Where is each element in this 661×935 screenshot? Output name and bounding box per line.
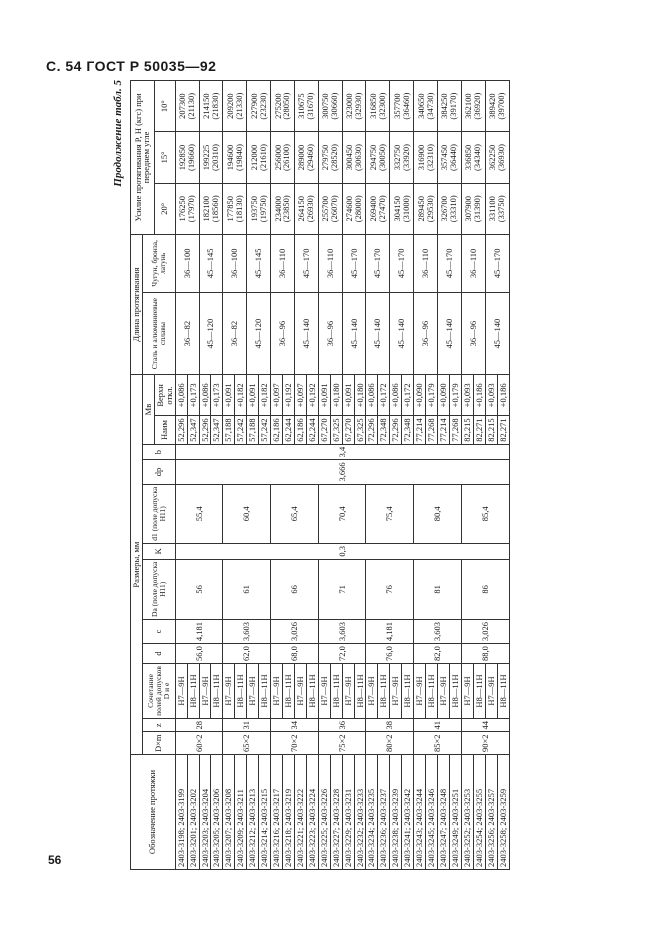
- cell-f10: 275200 (28050): [271, 81, 295, 132]
- cell-fit: H7—9H: [199, 663, 211, 718]
- col-force: Усилие протягивания P, Н (кгс) при переднем угле: [131, 81, 155, 235]
- cell-Mb-nom: 72,296: [366, 416, 378, 444]
- cell-Mb-nom: 77,214: [437, 416, 449, 444]
- cell-f20: 193750 (19750): [247, 183, 271, 234]
- cell-Da: 66: [271, 559, 319, 619]
- col-K: K: [142, 544, 175, 560]
- cell-designation: 2403-3249; 2403-3251: [449, 755, 461, 870]
- cell-len-iron: 45—170: [485, 234, 509, 292]
- cell-len-steel: 45—140: [342, 292, 366, 374]
- cell-len-steel: 36—82: [223, 292, 247, 374]
- cell-designation: 2403-3232; 2403-3233: [354, 755, 366, 870]
- cell-dxm: 65×2: [223, 732, 271, 755]
- cell-Mb-dev: +0,091: [318, 375, 330, 416]
- cell-c: 3,603: [223, 619, 271, 643]
- cell-len-steel: 45—140: [366, 292, 390, 374]
- cell-z: 34: [271, 718, 319, 732]
- cell-Mb-nom: 72,296: [390, 416, 402, 444]
- cell-Mb-dev: +0,182: [259, 375, 271, 416]
- page-number: 56: [48, 853, 62, 867]
- cell-Mb-nom: 82,215: [461, 416, 473, 444]
- cell-Mb-dev: +0,173: [187, 375, 199, 416]
- cell-f20: 177850 (18130): [223, 183, 247, 234]
- cell-fit: H8—11H: [449, 663, 461, 718]
- cell-Mb-nom: 52,347: [211, 416, 223, 444]
- cell-len-iron: 36—100: [175, 234, 199, 292]
- cell-Mb-dev: +0,180: [330, 375, 342, 416]
- cell-designation: 2403-3198; 2403-3199: [175, 755, 187, 870]
- cell-f10: 207300 (21130): [175, 81, 199, 132]
- cell-d1: 65,4: [271, 484, 319, 544]
- cell-Mb-dev: +0,097: [294, 375, 306, 416]
- cell-fit: H8—11H: [259, 663, 271, 718]
- cell-Mb-nom: 67,325: [330, 416, 342, 444]
- cell-fit: H7—9H: [294, 663, 306, 718]
- cell-fit: H7—9H: [485, 663, 497, 718]
- cell-designation: 2403-3223; 2403-3224: [306, 755, 318, 870]
- table-row: [175, 81, 187, 870]
- cell-designation: 2403-3229; 2403-3231: [342, 755, 354, 870]
- cell-Da: 61: [223, 559, 271, 619]
- cell-designation: 2403-3214; 2403-3215: [259, 755, 271, 870]
- cell-f10: 389420 (39700): [485, 81, 509, 132]
- cell-designation: 2403-3216; 2403-3217: [271, 755, 283, 870]
- col-f10: 10°: [154, 81, 175, 132]
- col-fit: Сочетание полей допусков D и e: [142, 663, 175, 718]
- cell-fit: H8—11H: [211, 663, 223, 718]
- col-len-steel: Сталь и алюминиевые сплавы: [142, 292, 175, 374]
- cell-Mb-dev: +0,093: [461, 375, 473, 416]
- cell-fit: H7—9H: [175, 663, 187, 718]
- cell-len-iron: 45—170: [342, 234, 366, 292]
- cell-f20: 255700 (26070): [318, 183, 342, 234]
- cell-Mb-nom: 82,271: [497, 416, 509, 444]
- cell-designation: 2403-3201; 2403-3202: [187, 755, 199, 870]
- cell-fit: H7—9H: [461, 663, 473, 718]
- cell-Mb-nom: 57,242: [235, 416, 247, 444]
- cell-Mb-nom: 52,296: [175, 416, 187, 444]
- cell-len-iron: 45—170: [390, 234, 414, 292]
- cell-Mb-nom: 52,296: [199, 416, 211, 444]
- cell-len-iron: 45—170: [366, 234, 390, 292]
- cell-f20: 264150 (26930): [294, 183, 318, 234]
- col-group-sizes: Размеры, мм: [131, 375, 143, 755]
- cell-fit: H7—9H: [271, 663, 283, 718]
- cell-Mb-nom: 67,270: [342, 416, 354, 444]
- cell-d1: 75,4: [366, 484, 414, 544]
- cell-fit: H7—9H: [437, 663, 449, 718]
- cell-len-iron: 45—170: [294, 234, 318, 292]
- cell-designation: 2403-3245; 2403-3246: [426, 755, 438, 870]
- cell-Mb-nom: 62,186: [294, 416, 306, 444]
- cell-f10: 362100 (36920): [461, 81, 485, 132]
- cell-designation: 2403-3212; 2403-3213: [247, 755, 259, 870]
- cell-d: 72,0: [318, 644, 366, 664]
- cell-f15: 294750 (30050): [366, 132, 390, 183]
- cell-c: 3,026: [271, 619, 319, 643]
- cell-len-steel: 36—96: [414, 292, 438, 374]
- cell-designation: 2403-3227; 2403-3228: [330, 755, 342, 870]
- cell-f10: 300750 (30660): [318, 81, 342, 132]
- cell-len-steel: 45—140: [390, 292, 414, 374]
- cell-Mb-nom: 62,244: [306, 416, 318, 444]
- cell-len-steel: 36—96: [318, 292, 342, 374]
- col-dp: dp: [142, 460, 175, 484]
- cell-dxm: 90×2: [461, 732, 509, 755]
- cell-fit: H7—9H: [223, 663, 235, 718]
- cell-z: 44: [461, 718, 509, 732]
- cell-d1: 85,4: [461, 484, 509, 544]
- cell-Mb-nom: 82,271: [473, 416, 485, 444]
- cell-fit: H7—9H: [366, 663, 378, 718]
- cell-z: 41: [414, 718, 462, 732]
- cell-c: 3,603: [414, 619, 462, 643]
- cell-f15: 194600 (19840): [223, 132, 247, 183]
- cell-len-steel: 45—120: [199, 292, 223, 374]
- cell-fit: H8—11H: [354, 663, 366, 718]
- cell-designation: 2403-3243; 2403-3244: [414, 755, 426, 870]
- col-Da: Da (поле допуска H11): [142, 559, 175, 619]
- cell-fit: H7—9H: [318, 663, 330, 718]
- cell-Mb-nom: 57,242: [259, 416, 271, 444]
- cell-f15: 256000 (26100): [271, 132, 295, 183]
- rotated-table-container: [112, 80, 602, 870]
- cell-Da: 76: [366, 559, 414, 619]
- cell-Mb-dev: +0,086: [175, 375, 187, 416]
- cell-f10: 340650 (34730): [414, 81, 438, 132]
- cell-designation: 2403-3221; 2403-3222: [294, 755, 306, 870]
- cell-f15: 357450 (36440): [437, 132, 461, 183]
- cell-f15: 332750 (33920): [390, 132, 414, 183]
- cell-d1: 60,4: [223, 484, 271, 544]
- cell-d: 88,0: [461, 644, 509, 664]
- col-Mb-dev: Верхн откл.: [154, 375, 175, 416]
- col-d: d: [142, 644, 175, 664]
- cell-d: 68,0: [271, 644, 319, 664]
- cell-f15: 199225 (20310): [199, 132, 223, 183]
- cell-Mb-dev: +0,086: [390, 375, 402, 416]
- cell-designation: 2403-3247; 2403-3248: [437, 755, 449, 870]
- cell-c: 4,181: [175, 619, 223, 643]
- cell-d: 62,0: [223, 644, 271, 664]
- cell-designation: 2403-3218; 2403-3219: [282, 755, 294, 870]
- cell-Mb-dev: +0,091: [223, 375, 235, 416]
- cell-Da: 86: [461, 559, 509, 619]
- cell-c: 3,026: [461, 619, 509, 643]
- cell-Mb-dev: +0,097: [271, 375, 283, 416]
- cell-designation: 2403-3238; 2403-3239: [390, 755, 402, 870]
- cell-z: 38: [366, 718, 414, 732]
- cell-f15: 192850 (19660): [175, 132, 199, 183]
- cell-Mb-dev: +0,090: [414, 375, 426, 416]
- cell-Mb-nom: 52,347: [187, 416, 199, 444]
- cell-len-iron: 45—145: [199, 234, 223, 292]
- cell-z: 31: [223, 718, 271, 732]
- cell-f20: 234000 (23850): [271, 183, 295, 234]
- cell-len-iron: 36—110: [318, 234, 342, 292]
- cell-f10: 310675 (31670): [294, 81, 318, 132]
- cell-designation: 2403-3207; 2403-3208: [223, 755, 235, 870]
- cell-fit: H7—9H: [247, 663, 259, 718]
- cell-f15: 316900 (32310): [414, 132, 438, 183]
- cell-Mb-dev: +0,090: [437, 375, 449, 416]
- cell-Mb-dev: +0,172: [402, 375, 414, 416]
- dimensions-table: [130, 80, 510, 870]
- cell-Mb-dev: +0,186: [497, 375, 509, 416]
- cell-f20: 176250 (17970): [175, 183, 199, 234]
- cell-d: 76,0: [366, 644, 414, 664]
- cell-c: 3,603: [318, 619, 366, 643]
- cell-Mb-nom: 77,268: [449, 416, 461, 444]
- cell-len-iron: 36—100: [223, 234, 247, 292]
- cell-f15: 362250 (36930): [485, 132, 509, 183]
- cell-Da: 71: [318, 559, 366, 619]
- cell-f15: 289000 (29460): [294, 132, 318, 183]
- cell-Mb-dev: +0,091: [247, 375, 259, 416]
- cell-f20: 304150 (31000): [390, 183, 414, 234]
- col-dxm: D×m: [142, 732, 175, 755]
- cell-len-iron: 36—110: [271, 234, 295, 292]
- col-b: b: [142, 444, 175, 460]
- cell-Mb-nom: 72,348: [402, 416, 414, 444]
- cell-z: 36: [318, 718, 366, 732]
- cell-dxm: 75×2: [318, 732, 366, 755]
- cell-len-steel: 36—96: [461, 292, 485, 374]
- cell-Mb-nom: 67,325: [354, 416, 366, 444]
- cell-dxm: 60×2: [175, 732, 223, 755]
- cell-f10: 214150 (21830): [199, 81, 223, 132]
- cell-f20: 274600 (28000): [342, 183, 366, 234]
- cell-Mb-nom: 62,186: [271, 416, 283, 444]
- page-header: С. 54 ГОСТ Р 50035—92: [46, 58, 217, 74]
- cell-designation: 2403-3234; 2403-3235: [366, 755, 378, 870]
- cell-fit: H8—11H: [402, 663, 414, 718]
- cell-f15: 300450 (30630): [342, 132, 366, 183]
- cell-fit: H8—11H: [426, 663, 438, 718]
- cell-f20: 326700 (33310): [437, 183, 461, 234]
- cell-designation: 2403-3236; 2403-3237: [378, 755, 390, 870]
- cell-Mb-dev: +0,179: [426, 375, 438, 416]
- cell-Mb-dev: +0,180: [354, 375, 366, 416]
- cell-f10: 323000 (32930): [342, 81, 366, 132]
- cell-d1: 70,4: [318, 484, 366, 544]
- cell-f10: 227900 (23230): [247, 81, 271, 132]
- col-c: c: [142, 619, 175, 643]
- cell-f10: 316850 (32300): [366, 81, 390, 132]
- cell-fit: H8—11H: [187, 663, 199, 718]
- cell-designation: 2403-3256; 2403-3257: [485, 755, 497, 870]
- cell-designation: 2403-3258; 2403-3259: [497, 755, 509, 870]
- cell-fit: H8—11H: [306, 663, 318, 718]
- cell-fit: H8—11H: [235, 663, 247, 718]
- col-Mb: Mв: [142, 375, 154, 444]
- col-d1: d1 (поле допуска H11): [142, 484, 175, 544]
- cell-d: 82,0: [414, 644, 462, 664]
- cell-K: 0,3: [175, 544, 509, 560]
- cell-c: 4,181: [366, 619, 414, 643]
- cell-len-steel: 45—140: [437, 292, 461, 374]
- col-length: Длина протягивания: [131, 234, 143, 374]
- col-designation: Обозначение протяжки: [131, 755, 176, 870]
- cell-fit: H8—11H: [330, 663, 342, 718]
- col-z: z: [142, 718, 175, 732]
- cell-Mb-dev: +0,093: [485, 375, 497, 416]
- cell-f20: 307900 (31390): [461, 183, 485, 234]
- cell-f10: 384250 (39170): [437, 81, 461, 132]
- cell-fit: H7—9H: [342, 663, 354, 718]
- cell-len-iron: 36—110: [414, 234, 438, 292]
- cell-d1: 55,4: [175, 484, 223, 544]
- cell-designation: 2403-3225; 2403-3226: [318, 755, 330, 870]
- cell-Mb-nom: 77,214: [414, 416, 426, 444]
- cell-dxm: 80×2: [366, 732, 414, 755]
- cell-Mb-dev: +0,192: [306, 375, 318, 416]
- cell-Mb-dev: +0,086: [366, 375, 378, 416]
- cell-f15: 336850 (34340): [461, 132, 485, 183]
- cell-Mb-dev: +0,192: [282, 375, 294, 416]
- cell-f20: 289450 (29530): [414, 183, 438, 234]
- col-f20: 20°: [154, 183, 175, 234]
- cell-len-iron: 45—170: [437, 234, 461, 292]
- cell-d: 56,0: [175, 644, 223, 664]
- cell-Mb-nom: 67,270: [318, 416, 330, 444]
- cell-len-steel: 36—96: [271, 292, 295, 374]
- cell-len-steel: 36—82: [175, 292, 199, 374]
- cell-f15: 212000 (21610): [247, 132, 271, 183]
- cell-fit: H8—11H: [497, 663, 509, 718]
- cell-f10: 357700 (36460): [390, 81, 414, 132]
- cell-Da: 81: [414, 559, 462, 619]
- cell-len-steel: 45—140: [485, 292, 509, 374]
- cell-Mb-nom: 82,215: [485, 416, 497, 444]
- cell-d1: 80,4: [414, 484, 462, 544]
- cell-f20: 331100 (33750): [485, 183, 509, 234]
- cell-Mb-nom: 72,348: [378, 416, 390, 444]
- cell-fit: H8—11H: [473, 663, 485, 718]
- cell-Mb-dev: +0,172: [378, 375, 390, 416]
- cell-dxm: 70×2: [271, 732, 319, 755]
- cell-Mb-dev: +0,179: [449, 375, 461, 416]
- cell-designation: 2403-3205; 2403-3206: [211, 755, 223, 870]
- cell-Mb-dev: +0,182: [235, 375, 247, 416]
- cell-dp: 3,666: [175, 460, 509, 484]
- cell-len-iron: 45—145: [247, 234, 271, 292]
- cell-designation: 2403-3241; 2403-3242: [402, 755, 414, 870]
- cell-f20: 182100 (18560): [199, 183, 223, 234]
- cell-dxm: 85×2: [414, 732, 462, 755]
- cell-Mb-dev: +0,186: [473, 375, 485, 416]
- cell-Mb-nom: 57,188: [247, 416, 259, 444]
- cell-f20: 269400 (27470): [366, 183, 390, 234]
- cell-Mb-dev: +0,086: [199, 375, 211, 416]
- cell-len-steel: 45—140: [294, 292, 318, 374]
- cell-Mb-nom: 57,188: [223, 416, 235, 444]
- cell-len-iron: 36—110: [461, 234, 485, 292]
- cell-Mb-nom: 77,268: [426, 416, 438, 444]
- cell-designation: 2403-3209; 2403-3211: [235, 755, 247, 870]
- cell-fit: H7—9H: [390, 663, 402, 718]
- cell-fit: H8—11H: [282, 663, 294, 718]
- cell-Mb-nom: 62,244: [282, 416, 294, 444]
- cell-Da: 56: [175, 559, 223, 619]
- cell-z: 28: [175, 718, 223, 732]
- cell-designation: 2403-3254; 2403-3255: [473, 755, 485, 870]
- cell-len-steel: 45—120: [247, 292, 271, 374]
- cell-designation: 2403-3252; 2403-3253: [461, 755, 473, 870]
- col-Mb-nom: Наим: [154, 416, 175, 444]
- cell-f10: 209200 (21330): [223, 81, 247, 132]
- cell-b: 3,4: [175, 444, 509, 460]
- cell-fit: H7—9H: [414, 663, 426, 718]
- cell-fit: H8—11H: [378, 663, 390, 718]
- cell-designation: 2403-3203; 2403-3204: [199, 755, 211, 870]
- cell-f15: 279750 (28520): [318, 132, 342, 183]
- table-continuation-label: Продолжение табл. 5: [112, 80, 124, 187]
- col-len-iron: Чугун, бронза, латунь: [142, 234, 175, 292]
- cell-Mb-dev: +0,173: [211, 375, 223, 416]
- cell-Mb-dev: +0,091: [342, 375, 354, 416]
- col-f15: 15°: [154, 132, 175, 183]
